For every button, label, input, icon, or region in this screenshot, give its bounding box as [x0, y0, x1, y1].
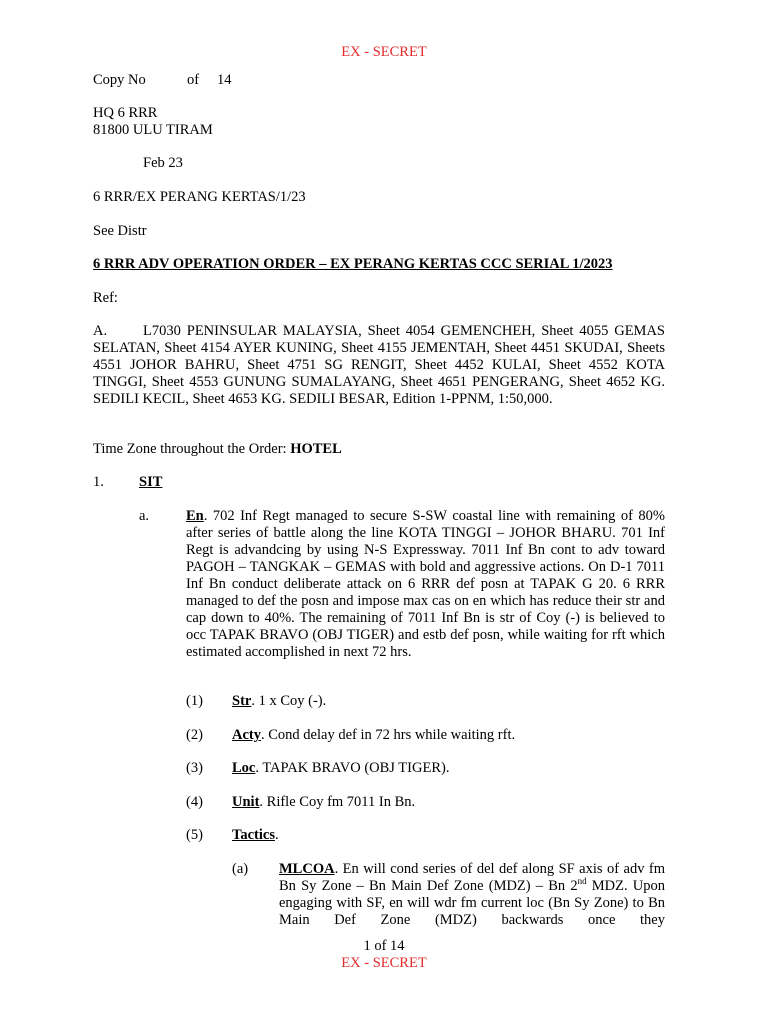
para-a-text: . 702 Inf Regt managed to secure S-SW coastal line with remaining of 80% after series of battle along the line KOTA TINGGI – JOHOR BHARU. 701 Inf Regt is advandcing by using N-S Expressway. 7011 Inf Bn cont to adv toward PAGOH – TANGKAK – GEMAS with bold and aggressive actions. On D-1 7011 Inf Bn conduct deliberate attack on 6 RRR def posn at TAPAK G 20. 6 RRR managed to def the posn and impose max cas on en which has reduce their str and cap down to 40%. The remaining of 7011 Inf Bn is str of Coy (-) is believed to occ TAPAK BRAVO (OBJ TIGER) and estb def posn, while waiting for rft which estimated accomplished in next 72 hrs.	[186, 508, 665, 660]
date-line: Feb 23	[143, 155, 183, 171]
classification-header: EX - SECRET	[341, 44, 427, 60]
order-title: 6 RRR ADV OPERATION ORDER – EX PERANG KERTAS CCC SERIAL 1/2023	[93, 256, 613, 272]
hq-line: HQ 6 RRR	[93, 105, 158, 121]
sub-item-1-number: (1)	[186, 693, 203, 709]
sub-a-text-1: . En will cond series of del def along SF axis of adv fm Bn Sy Zone – Bn Main Def Zone (MDZ) – Bn 2	[279, 861, 665, 894]
sub-a-text-2: MDZ. Upon engaging with SF, en will wdr fm current loc (Bn Sy Zone) to Bn Main Def Zone (MDZ) backwards once they	[279, 878, 665, 928]
sub-a-number: (a)	[232, 861, 249, 877]
sub-item-1-text: . 1 x Coy (-).	[251, 693, 327, 709]
ref-label: Ref:	[93, 290, 118, 306]
sub-a-title: MLCOA	[279, 861, 335, 877]
sub-item-5	[232, 827, 279, 844]
sub-item-5-text: .	[274, 827, 279, 843]
sub-item-1	[232, 693, 326, 710]
copy-of-label: of	[187, 72, 200, 88]
para-a-title: En	[186, 508, 204, 524]
page-number: 1 of 14	[363, 938, 405, 954]
timezone-prefix: Time Zone throughout the Order:	[93, 441, 291, 457]
sub-item-2-text: . Cond delay def in 72 hrs while waiting rft.	[261, 727, 516, 743]
section-1-number: 1.	[93, 474, 104, 490]
sub-a-body	[279, 861, 665, 929]
sub-item-3-title: Loc	[232, 760, 256, 776]
ref-a-text: L7030 PENINSULAR MALAYSIA, Sheet 4054 GEMENCHEH, Sheet 4055 GEMAS SELATAN, Sheet 4154 AYER KUNING, Sheet 4155 JEMENTAH, Sheet 4451 SKUDAI, Sheets 4551 JOHOR BAHRU, Sheet 4751 SG RENGIT, Sheet 4452 KULAI, Sheet 4552 KOTA TINGGI, Sheet 4553 GUNUNG SUMALAYANG, Sheet 4651 PENGERANG, Sheet 4652 KG. SEDILI KECIL, Sheet 4653 KG. SEDILI BESAR, Edition 1-PPNM, 1:50,000.	[93, 323, 665, 407]
copy-no-label: Copy No	[93, 72, 146, 88]
address-line: 81800 ULU TIRAM	[93, 122, 213, 138]
sub-item-5-number: (5)	[186, 827, 203, 843]
para-a-marker: a.	[139, 508, 150, 524]
sub-item-3-text: . TAPAK BRAVO (OBJ TIGER).	[255, 760, 450, 776]
ref-a-paragraph: A. L7030 PENINSULAR MALAYSIA, Sheet 4054 GEMENCHEH, Sheet 4055 GEMAS SELATAN, Sheet 4154 AYER KUNING, Sheet 4155 JEMENTAH, Sheet 4451 SKUDAI, Sheets 4551 JOHOR BAHRU, Sheet 4751 SG RENGIT, Sheet 4452 KULAI, Sheet 4552 KOTA TINGGI, Sheet 4553 GUNUNG SUMALAYANG, Sheet 4651 PENGERANG, Sheet 4652 KG. SEDILI KECIL, Sheet 4653 KG. SEDILI BESAR, Edition 1-PPNM, 1:50,000.	[93, 323, 665, 407]
sub-item-3-number: (3)	[186, 760, 203, 776]
copy-total: 14	[217, 72, 232, 88]
sub-item-4	[232, 794, 415, 811]
classification-footer: EX - SECRET	[341, 955, 427, 971]
sub-item-3	[232, 760, 449, 777]
sub-item-4-number: (4)	[186, 794, 203, 810]
section-1-title: SIT	[139, 474, 163, 490]
sub-item-2	[232, 727, 515, 744]
sub-a-superscript: nd	[577, 876, 587, 887]
sub-item-4-title: Unit	[232, 794, 260, 810]
sub-item-2-number: (2)	[186, 727, 203, 743]
sub-item-4-text: . Rifle Coy fm 7011 In Bn.	[259, 794, 416, 810]
sub-item-5-title: Tactics	[232, 827, 275, 843]
see-distr: See Distr	[93, 223, 147, 239]
sub-item-1-title: Str	[232, 693, 252, 709]
reference-number: 6 RRR/EX PERANG KERTAS/1/23	[93, 189, 306, 205]
timezone-line	[93, 441, 342, 458]
para-a-body	[186, 508, 665, 661]
sub-item-2-title: Acty	[232, 727, 261, 743]
timezone-value: HOTEL	[290, 441, 342, 457]
